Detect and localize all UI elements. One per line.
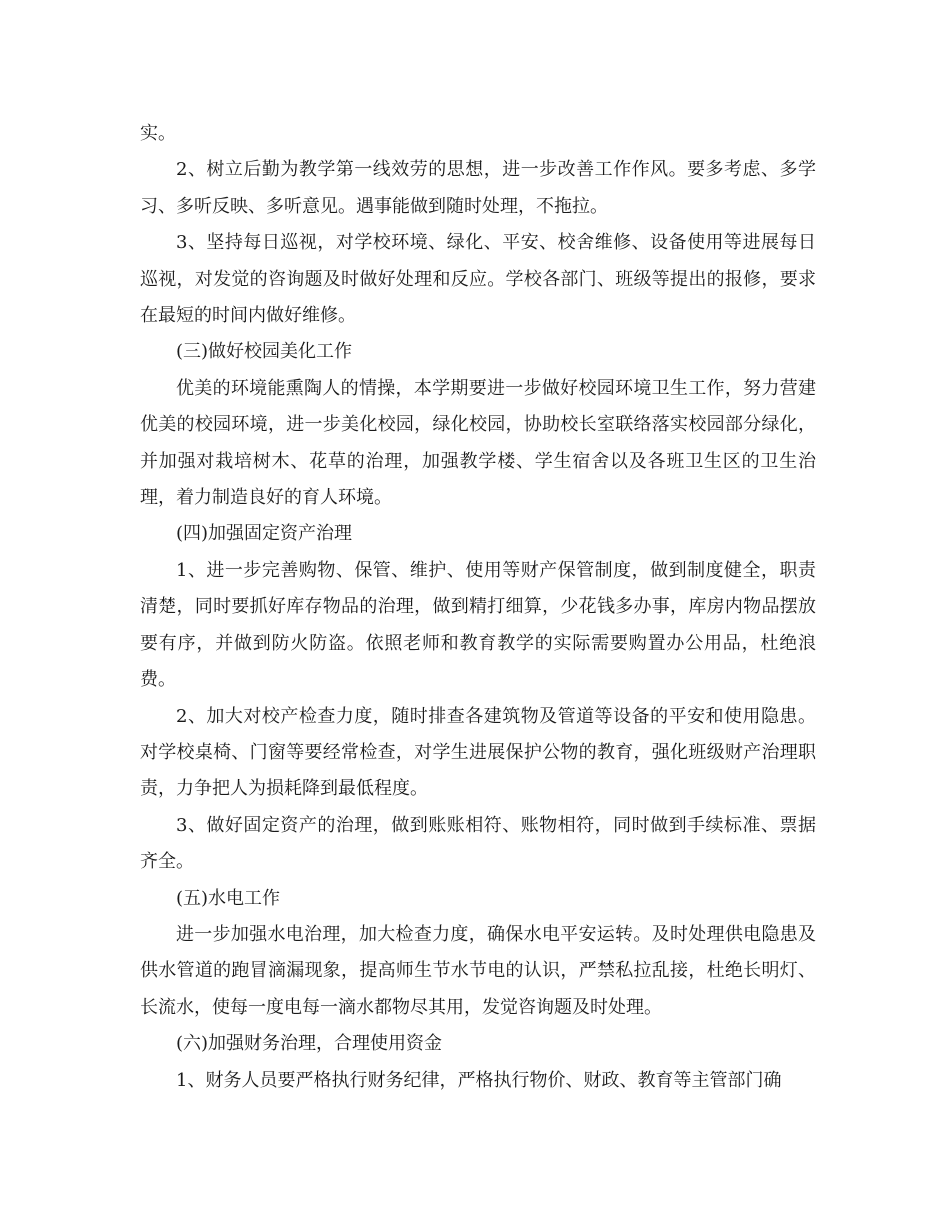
section-heading-3: (三)做好校园美化工作 — [176, 341, 353, 363]
paragraph-assets-3: 3、做好固定资产的治理，做到账账相符、账物相符，同时做到手续标准、票据齐全。 — [140, 814, 816, 873]
paragraph-water-electric: 进一步加强水电治理，加大检查力度，确保水电平安运转。及时处理供电隐患及供水管道的跑冒滴漏现象，提高师生节水节电的认识，严禁私拉乱接，杜绝长明灯、长流水，使每一度电每一滴水都物尽其用，发觉咨询题及时处理。 — [140, 923, 816, 1018]
paragraph-continuation: 实。 — [140, 123, 176, 144]
paragraph-assets-2: 2、加大对校产检查力度，随时排查各建筑物及管道等设备的平安和使用隐患。对学校桌椅、门窗等要经常检查，对学生进展保护公物的教育，强化班级财产治理职责，力争把人为损耗降到最低程度。 — [140, 705, 816, 800]
paragraph-assets-1: 1、进一步完善购物、保管、维护、使用等财产保管制度，做到制度健全，职责清楚，同时要抓好库存物品的治理，做到精打细算，少花钱多办事，库房内物品摆放要有序，并做到防火防盗。依照老师和教育教学的实际需要购置办公用品，杜绝浪费。 — [140, 559, 816, 691]
section-heading-6: (六)加强财务治理，合理使用资金 — [176, 1033, 443, 1055]
section-heading-5: (五)水电工作 — [176, 887, 281, 909]
paragraph-finance-1: 1、财务人员要严格执行财务纪律，严格执行物价、财政、教育等主管部门确 — [176, 1069, 782, 1091]
paragraph-item-3: 3、坚持每日巡视，对学校环境、绿化、平安、校舍维修、设备使用等进展每日巡视，对发觉的咨询题及时做好处理和反应。学校各部门、班级等提出的报修，要求在最短的时间内做好维修。 — [140, 232, 816, 327]
section-heading-4: (四)加强固定资产治理 — [176, 523, 353, 545]
paragraph-campus-beautify: 优美的环境能熏陶人的情操，本学期要进一步做好校园环境卫生工作，努力营建优美的校园环境，进一步美化校园，绿化校园，协助校长室联络落实校园部分绿化，并加强对栽培树木、花草的治理，加强教学楼、学生宿舍以及各班卫生区的卫生治理，着力制造良好的育人环境。 — [140, 377, 816, 509]
document-body — [140, 116, 816, 1099]
paragraph-item-2: 2、树立后勤为教学第一线效劳的思想，进一步改善工作作风。要多考虑、多学习、多听反映、多听意见。遇事能做到随时处理，不拖拉。 — [140, 159, 816, 217]
